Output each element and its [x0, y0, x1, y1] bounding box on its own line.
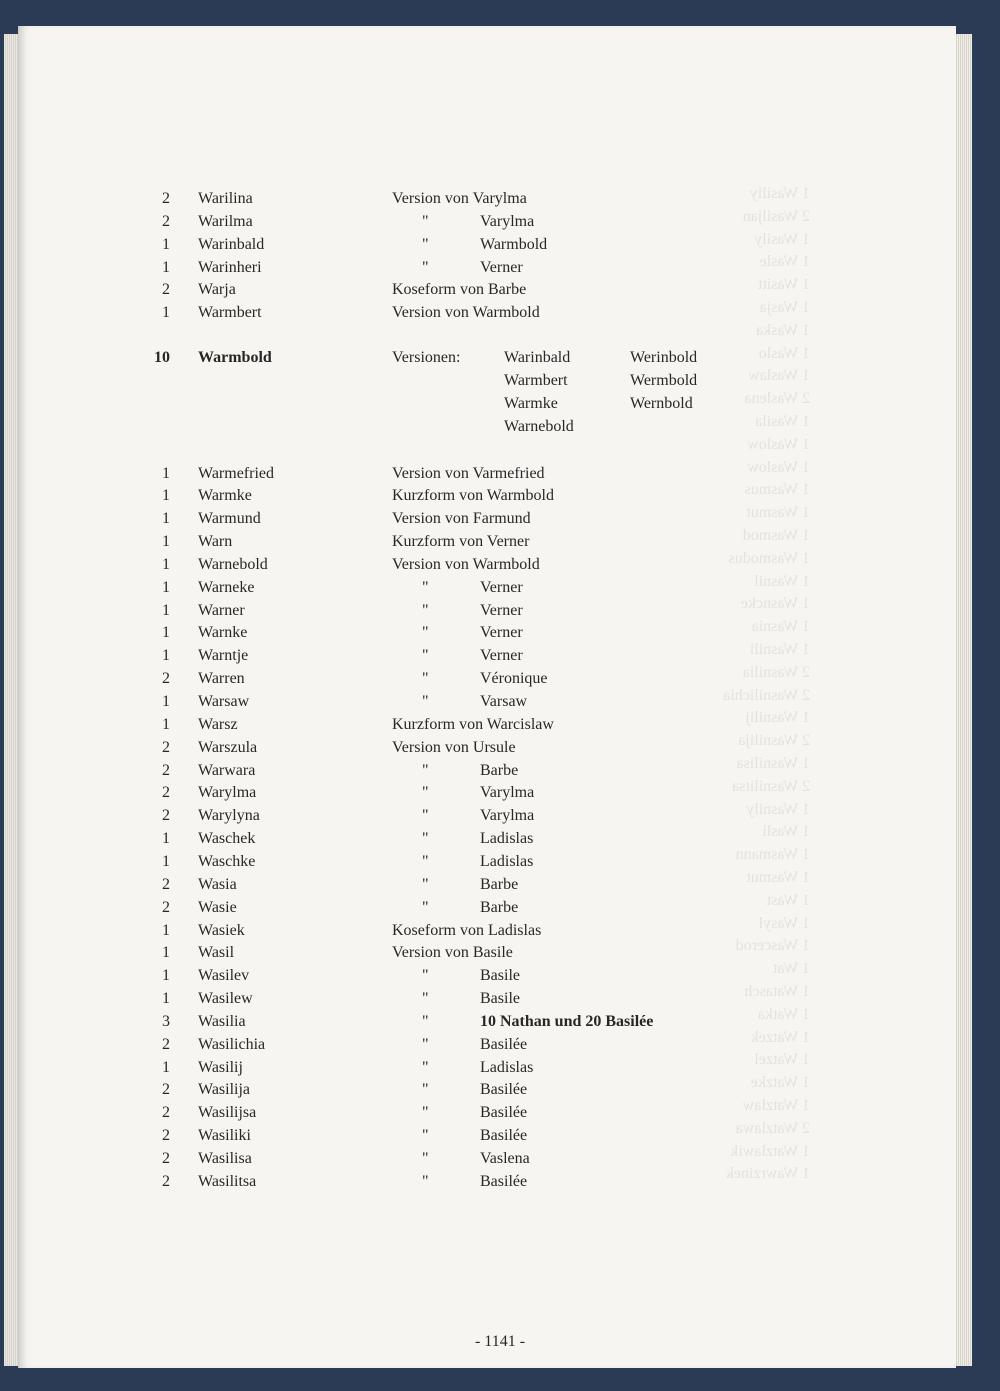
bleed-through-text: 1 Waslaw [748, 367, 810, 385]
entry-name: Warinheri [198, 258, 262, 276]
entry-count: 1 [162, 693, 170, 710]
entry-count: 1 [162, 1058, 170, 1076]
list-item [0, 919, 1000, 942]
list-item [0, 1101, 1000, 1124]
entry-count: 1 [162, 235, 170, 253]
entry-name: Wasilisa [198, 1150, 252, 1167]
entry-note: Koseform von Barbe [392, 281, 527, 299]
list-item [0, 278, 1000, 301]
list-item [0, 644, 1000, 667]
entry-name: Warwara [198, 761, 256, 779]
entry-reference: Vaslena [480, 1150, 530, 1167]
entry-reference: Verner [480, 578, 523, 596]
entry-count: 2 [162, 738, 170, 756]
version-name: Wernbold [630, 394, 693, 412]
ditto-mark: " [422, 898, 429, 916]
list-item [0, 1033, 1000, 1056]
entry-name: Wasilev [198, 967, 250, 985]
entry-reference: Ladislas [480, 852, 534, 870]
bleed-through-text: 1 Wasle [759, 253, 810, 271]
entry-name: Warilina [198, 190, 253, 207]
entry-name: Warinbald [198, 235, 265, 253]
ditto-mark: " [422, 990, 429, 1008]
entry-name: Wasia [198, 875, 237, 893]
list-item [0, 187, 1000, 210]
list-item [0, 621, 1000, 644]
bleed-through-text: 1 Watka [757, 1005, 810, 1023]
entry-note: Version von Farmund [392, 510, 531, 528]
entry-name: Warsaw [198, 693, 250, 710]
list-item [0, 1010, 1000, 1033]
list-item [0, 301, 1000, 324]
bleed-through-text: 1 Wasnily [746, 800, 810, 818]
entry-name: Warn [198, 533, 233, 551]
entry-name: Warilma [198, 212, 253, 230]
list-item [0, 462, 1000, 485]
bleed-through-text: 1 Wasja [759, 299, 810, 316]
list-item [0, 484, 1000, 507]
bleed-through-text: 1 Wasmut [746, 504, 810, 522]
bleed-through-text: 2 Waslena [744, 390, 810, 408]
entry-count: 1 [162, 852, 170, 870]
version-name: Warnebold [504, 417, 574, 435]
bleed-through-text: 1 Wasnilisa [736, 755, 810, 772]
list-item [0, 1147, 1000, 1170]
entry-reference: Warmbold [480, 235, 548, 253]
entry-name: Warmbold [198, 349, 272, 367]
version-name: Werinbold [630, 349, 698, 367]
entry-name: Wasiliki [198, 1127, 251, 1145]
entry-note: Version von Ursule [392, 738, 516, 756]
entry-name: Warmke [198, 487, 252, 505]
entry-reference: 10 Nathan und 20 Basilée [480, 1012, 654, 1030]
entry-reference: Véronique [480, 670, 548, 688]
entry-name: Wasilia [198, 1012, 246, 1030]
ditto-mark: " [422, 807, 429, 825]
ditto-mark: " [422, 1081, 429, 1099]
bleed-through-text: 1 Waslow [747, 435, 810, 453]
ditto-mark: " [422, 693, 429, 710]
entry-reference: Varylma [480, 212, 535, 230]
entry-count: 3 [162, 1012, 170, 1030]
entry-name: Wasilew [198, 990, 253, 1008]
entry-note: Version von Varmefried [392, 464, 545, 482]
entry-name: Warmund [198, 510, 261, 528]
entry-reference: Verner [480, 258, 523, 276]
ditto-mark: " [422, 258, 429, 276]
ditto-mark: " [422, 1172, 429, 1190]
entry-name: Warja [198, 281, 236, 299]
entry-count: 2 [162, 670, 170, 688]
bleed-through-text: 2 Wasnilia [742, 663, 810, 681]
bleed-through-text: 1 Wasnil [754, 572, 810, 590]
bleed-through-text: 1 Watzek [750, 1028, 810, 1046]
list-item [0, 804, 1000, 827]
ditto-mark: " [422, 1104, 429, 1122]
list-item [0, 781, 1000, 804]
bleed-through-text: 1 Wasily [754, 230, 810, 248]
bleed-through-text: 1 Wasli [762, 823, 810, 841]
entry-count: 1 [162, 967, 170, 985]
bleed-through-text: 1 Wasmann [735, 846, 810, 864]
entry-note: Version von Warmbold [392, 304, 540, 322]
ditto-mark: " [422, 1127, 429, 1145]
entry-name: Warner [198, 601, 245, 619]
entry-count: 2 [162, 1104, 170, 1122]
bleed-through-text: 1 Wascerod [735, 937, 810, 955]
entry-count: 1 [162, 830, 170, 848]
list-item [0, 1078, 1000, 1101]
entry-count: 2 [162, 1035, 170, 1053]
ditto-mark: " [422, 601, 429, 619]
bleed-through-text: 1 Wasmod [742, 527, 810, 544]
bleed-through-text: 2 Watzlawa [735, 1119, 810, 1137]
list-item [0, 896, 1000, 919]
ditto-mark: " [422, 624, 429, 642]
entry-reference: Varsaw [480, 693, 528, 710]
bleed-through-text: 1 Waska [756, 321, 810, 339]
bleed-through-text: 1 Waslo [758, 344, 810, 362]
entry-name: Waschke [198, 852, 256, 870]
ditto-mark: " [422, 1150, 429, 1167]
bleed-through-text: 1 Wasmut [746, 869, 810, 886]
list-item [0, 987, 1000, 1010]
entry-name: Wasilija [198, 1081, 251, 1099]
entry-note: Koseform von Ladislas [392, 921, 542, 939]
bleed-through-text: 1 Wawrzinek [725, 1165, 810, 1183]
bleed-through-text: 1 Wasiliy [749, 185, 810, 202]
list-item [0, 827, 1000, 850]
entry-reference: Varylma [480, 784, 535, 802]
bleed-through-text: 2 Wasnilitsa [732, 777, 810, 795]
bleed-through-text: 1 Watasch [744, 983, 810, 1000]
entry-reference: Ladislas [480, 1058, 534, 1076]
list-item [0, 1170, 1000, 1193]
bleed-through-text: 1 Wasitt [757, 276, 810, 294]
entry-count: 2 [162, 807, 170, 825]
bleed-through-text: 1 Wast [766, 891, 810, 909]
entry-count: 1 [162, 921, 170, 939]
entry-name: Warnebold [198, 555, 268, 573]
ditto-mark: " [422, 1035, 429, 1053]
entry-count: 1 [162, 715, 170, 733]
entry-name: Wasilitsa [198, 1172, 257, 1190]
bleed-through-text: 1 Watzke [750, 1074, 810, 1092]
entry-count: 2 [162, 281, 170, 299]
entry-name: Wasiek [198, 921, 245, 939]
entry-count: 1 [162, 510, 170, 528]
ditto-mark: " [422, 235, 429, 253]
entry-count: 1 [162, 944, 170, 962]
list-item [0, 553, 1000, 576]
entry-count: 1 [162, 601, 170, 619]
ditto-mark: " [422, 212, 429, 230]
bleed-through-text: 1 Wasmodus [728, 549, 810, 567]
ditto-mark: " [422, 967, 429, 985]
entry-count: 2 [162, 1127, 170, 1145]
list-item [0, 599, 1000, 622]
entry-count: 2 [162, 212, 170, 230]
bleed-through-text: 2 Wasiljan [742, 207, 810, 225]
ditto-mark: " [422, 852, 429, 870]
bleed-through-text: 1 Wasyl [758, 914, 810, 932]
bleed-through-text: 1 Wasnili [749, 641, 810, 658]
bleed-through-text: 1 Wasncke [740, 595, 810, 613]
entry-name: Warntje [198, 647, 249, 665]
bleed-through-text: 1 Waslow [747, 458, 810, 476]
bleed-through-text: 1 Wasila [755, 413, 810, 430]
bleed-through-text: 1 Watzlawik [730, 1142, 810, 1160]
page-number: - 1141 - [474, 1333, 526, 1350]
entry-name: Warnke [198, 624, 248, 642]
entry-note: Kurzform von Warcislaw [392, 715, 554, 733]
entry-count: 2 [162, 761, 170, 779]
entry-note: Kurzform von Verner [392, 533, 530, 551]
list-item [0, 941, 1000, 964]
entry-note: Version von Warmbold [392, 555, 540, 573]
list-item [0, 1056, 1000, 1079]
entry-reference: Basilée [480, 1104, 528, 1122]
list-item [0, 1124, 1000, 1147]
entry-reference: Barbe [480, 761, 519, 779]
entry-note: Versionen: [392, 349, 461, 367]
entry-note: Version von Varylma [392, 190, 527, 207]
entry-reference: Basile [480, 967, 520, 985]
list-item [0, 507, 1000, 530]
entry-name: Wasilij [198, 1058, 243, 1076]
bleed-through-text: 2 Wasnilija [738, 732, 810, 750]
version-name: Warinbald [504, 349, 571, 367]
entry-name: Wasie [198, 898, 237, 916]
entry-reference: Basilée [480, 1035, 528, 1053]
entry-reference: Basilée [480, 1172, 528, 1190]
entry-name: Warren [198, 670, 245, 688]
entry-reference: Barbe [480, 875, 519, 893]
entry-reference: Varylma [480, 807, 535, 825]
entry-count: 1 [162, 990, 170, 1008]
entry-count: 1 [162, 258, 170, 276]
entry-reference: Basilée [480, 1081, 528, 1099]
bleed-through-text: 1 Wat [772, 960, 810, 978]
entry-count: 1 [162, 464, 170, 482]
entry-count: 1 [162, 578, 170, 596]
entry-reference: Ladislas [480, 830, 534, 848]
list-item [0, 690, 1000, 713]
version-name: Warmke [504, 394, 558, 412]
entry-name: Waschek [198, 830, 256, 848]
list-item [0, 964, 1000, 987]
entry-name: Wasilichia [198, 1035, 266, 1053]
list-item [0, 256, 1000, 279]
entry-count: 1 [162, 487, 170, 505]
list-item [0, 230, 1000, 256]
entry-reference: Verner [480, 601, 523, 619]
entry-count: 2 [162, 875, 170, 893]
bleed-through-text: 2 Wasnilichia [723, 686, 810, 704]
version-name: Wermbold [630, 371, 698, 389]
entry-count: 2 [162, 190, 170, 207]
entry-name: Warszula [198, 738, 258, 756]
list-item [0, 850, 1000, 873]
entry-name: Warneke [198, 578, 255, 596]
list-item [0, 713, 1000, 736]
ditto-mark: " [422, 761, 429, 779]
entry-count: 1 [162, 304, 170, 322]
ditto-mark: " [422, 875, 429, 893]
entry-count: 10 [154, 349, 170, 367]
entry-name: Warmbert [198, 304, 262, 322]
entry-reference: Verner [480, 624, 523, 642]
version-name: Warmbert [504, 371, 568, 389]
ditto-mark: " [422, 784, 429, 802]
entry-note: Version von Basile [392, 944, 513, 962]
list-item [0, 759, 1000, 782]
bleed-through-text: 1 Wasnia [751, 618, 810, 636]
entry-count: 2 [162, 1172, 170, 1190]
bleed-through-text: 1 Wasmus [744, 481, 810, 499]
list-item [0, 667, 1000, 690]
list-item [0, 530, 1000, 553]
ditto-mark: " [422, 1058, 429, 1076]
entry-reference: Basilée [480, 1127, 528, 1145]
bleed-through-text: 1 Watzel [754, 1051, 810, 1069]
entry-note: Kurzform von Warmbold [392, 487, 554, 505]
entry-name: Wasil [198, 944, 235, 962]
ditto-mark: " [422, 578, 429, 596]
entry-count: 2 [162, 784, 170, 802]
entry-reference: Verner [480, 647, 523, 665]
entry-count: 2 [162, 1081, 170, 1099]
list-item [0, 736, 1000, 759]
ditto-mark: " [422, 670, 429, 688]
entry-reference: Barbe [480, 898, 519, 916]
ditto-mark: " [422, 1012, 429, 1030]
entry-name: Wasilijsa [198, 1104, 257, 1122]
entry-count: 2 [162, 898, 170, 916]
list-item [0, 576, 1000, 599]
entry-name: Warmefried [198, 464, 274, 482]
entry-count: 1 [162, 555, 170, 573]
bleed-through-text: 1 Watzlaw [742, 1097, 810, 1114]
entry-count: 1 [162, 533, 170, 551]
entry-reference: Basile [480, 990, 520, 1008]
entry-count: 1 [162, 647, 170, 665]
entry-name: Warsz [198, 715, 238, 733]
entry-name: Warylyna [198, 807, 260, 825]
entry-count: 1 [162, 624, 170, 642]
ditto-mark: " [422, 830, 429, 848]
list-item [0, 873, 1000, 896]
bleed-through-text: 1 Wasnilij [745, 709, 810, 727]
ditto-mark: " [422, 647, 429, 665]
list-item [0, 207, 1000, 233]
entry-name: Warylma [198, 784, 257, 802]
entry-count: 2 [162, 1150, 170, 1167]
